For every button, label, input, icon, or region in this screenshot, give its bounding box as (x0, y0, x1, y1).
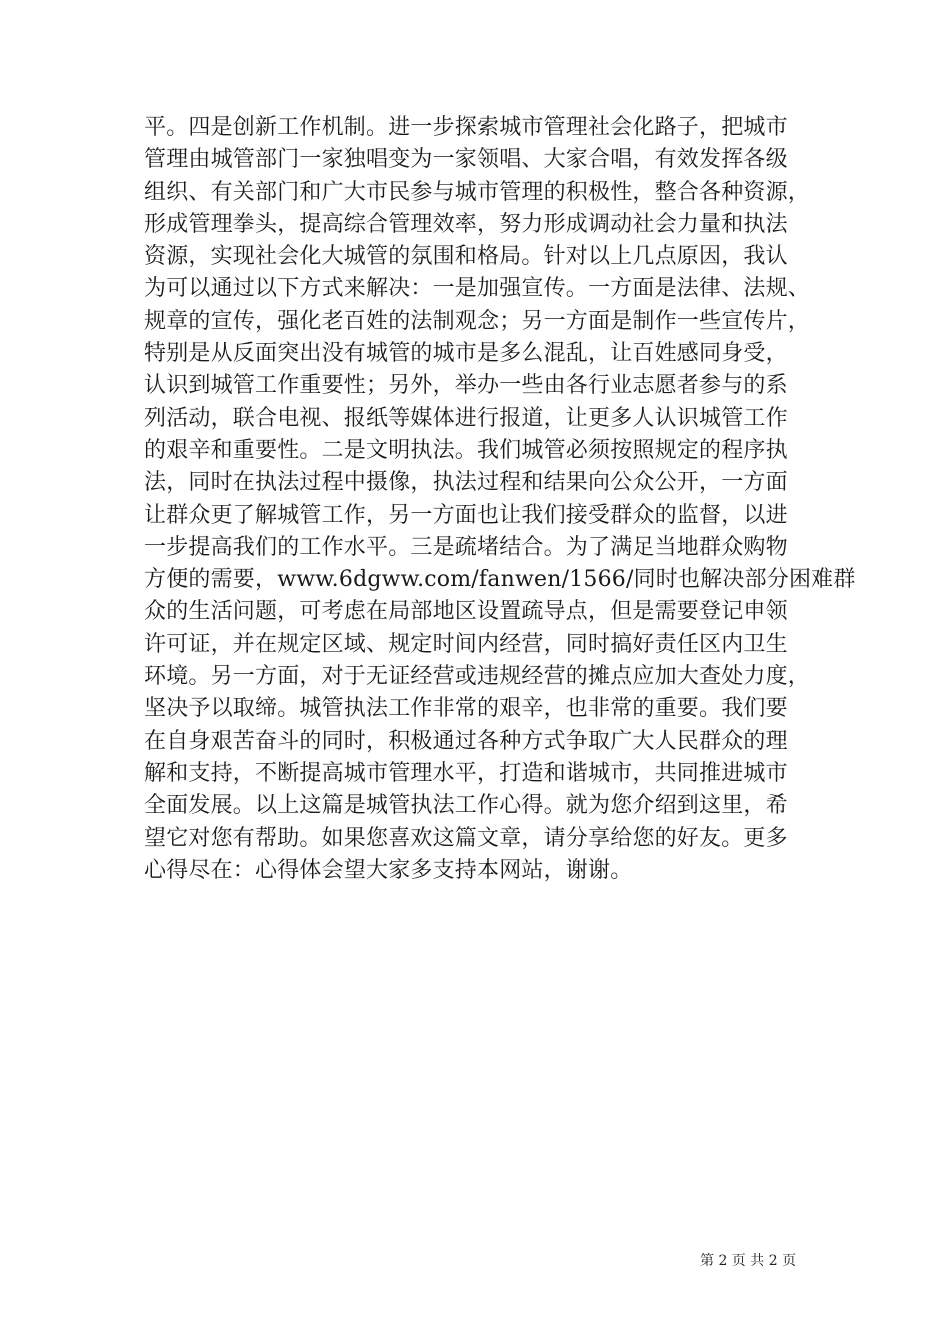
text-line: 平。四是创新工作机制。进一步探索城市管理社会化路子，把城市 (144, 115, 788, 140)
text-line: 的艰辛和重要性。二是文明执法。我们城管必须按照规定的程序执 (144, 437, 788, 463)
text-line: 方便的需要，www.6dgww.com/fanwen/1566/同时也解决部分困难群 (144, 567, 856, 593)
text-line: 解和支持，不断提高城市管理水平，打造和谐城市，共同推进城市 (144, 760, 788, 786)
body-text (144, 112, 856, 887)
text-line: 法，同时在执法过程中摄像，执法过程和结果向公众公开，一方面 (144, 470, 788, 496)
text-line: 心得尽在：心得体会望大家多支持本网站，谢谢。 (144, 857, 633, 883)
page-number: 第 2 页 共 2 页 (700, 1253, 797, 1269)
text-line: 望它对您有帮助。如果您喜欢这篇文章，请分享给您的好友。更多 (144, 825, 788, 851)
text-line: 资源，实现社会化大城管的氛围和格局。针对以上几点原因，我认 (144, 244, 788, 270)
text-line: 众的生活问题，可考虑在局部地区设置疏导点，但是需要登记申领 (144, 599, 788, 625)
text-line: 全面发展。以上这篇是城管执法工作心得。就为您介绍到这里，希 (144, 793, 788, 819)
text-line: 规章的宣传，强化老百姓的法制观念；另一方面是制作一些宣传片， (144, 308, 811, 334)
text-line: 在自身艰苦奋斗的同时，积极通过各种方式争取广大人民群众的理 (144, 728, 788, 754)
text-line: 为可以通过以下方式来解决：一是加强宣传。一方面是法律、法规、 (144, 276, 811, 302)
text-line: 特别是从反面突出没有城管的城市是多么混乱，让百姓感同身受， (144, 341, 788, 367)
text-line: 许可证，并在规定区域、规定时间内经营，同时搞好责任区内卫生 (144, 631, 788, 657)
text-line: 坚决予以取缔。城管执法工作非常的艰辛，也非常的重要。我们要 (144, 696, 788, 722)
text-line: 让群众更了解城管工作，另一方面也让我们接受群众的监督，以进 (144, 502, 788, 528)
text-line: 一步提高我们的工作水平。三是疏堵结合。为了满足当地群众购物 (144, 534, 788, 560)
text-line: 环境。另一方面，对于无证经营或违规经营的摊点应加大查处力度， (144, 664, 811, 690)
text-line: 形成管理拳头，提高综合管理效率，努力形成调动社会力量和执法 (144, 211, 788, 237)
text-line: 管理由城管部门一家独唱变为一家领唱、大家合唱，有效发挥各级 (144, 147, 788, 173)
text-line: 组织、有关部门和广大市民参与城市管理的积极性，整合各种资源， (144, 179, 811, 205)
text-line: 列活动，联合电视、报纸等媒体进行报道，让更多人认识城管工作 (144, 405, 788, 431)
text-line: 认识到城管工作重要性；另外，举办一些由各行业志愿者参与的系 (144, 373, 788, 399)
